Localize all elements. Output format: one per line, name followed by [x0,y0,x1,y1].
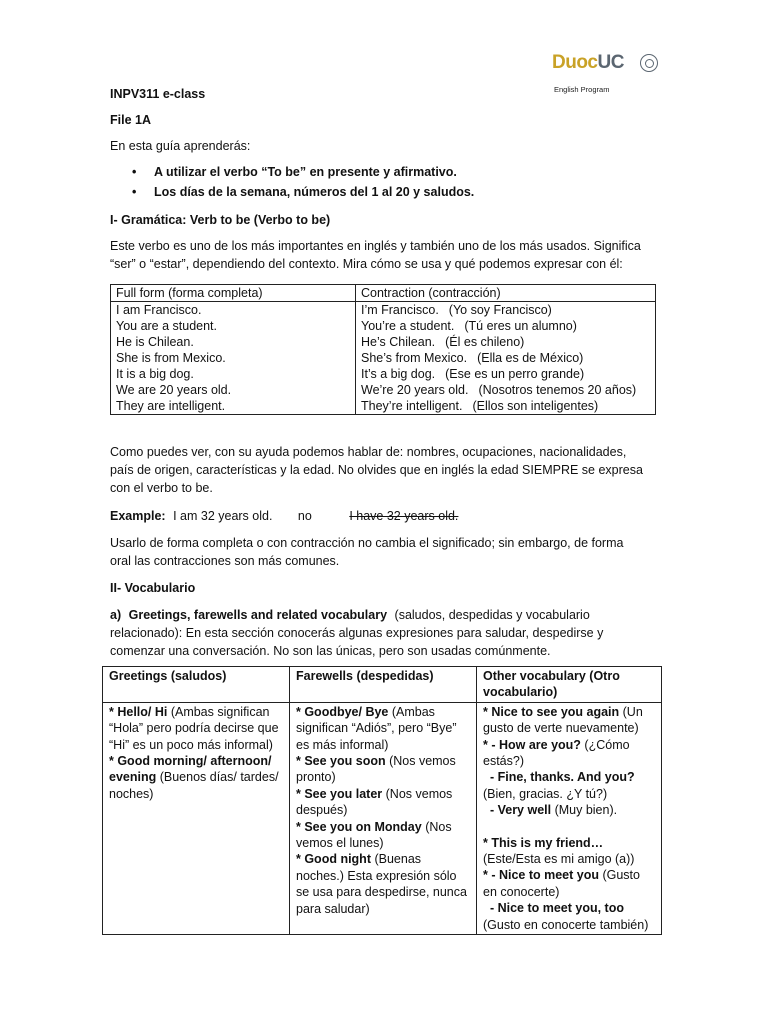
vocab-translation: (Este/Esta es mi amigo (a)) [483,835,635,867]
course-code: INPV311 e-class [110,87,206,101]
vocab-entry [483,769,655,802]
full-form-line: She is from Mexico. [116,351,226,365]
vocab-entry [296,851,470,917]
table-row [103,702,662,934]
vocab-expression: * - Nice to meet you [483,868,599,883]
vocab-translation: (¿Cómo estás?) [483,737,634,769]
column-header-greetings: Greetings (saludos) [103,667,290,703]
full-form-line: He is Chilean. [116,335,194,349]
subsection-title-rest: (saludos, despedidas y vocabulario [394,608,590,622]
section-1-paragraph-3-line: Usarlo de forma completa o con contracción no cambia el significado; sin embargo, de forma [110,536,624,550]
vocab-translation: (Bien, gracias. ¿Y tú?) [483,770,639,801]
other-vocabulary-cell [477,702,662,934]
vocab-entry [109,704,283,753]
section-2-title: II- Vocabulario [110,581,196,595]
goal-item: • Los días de la semana, números del 1 al 20 y saludos. [110,184,474,204]
contraction-line [361,398,650,414]
intro-text: En esta guía aprenderás: [110,139,251,153]
vocab-translation: (Un gusto de verte nuevamente) [483,704,647,736]
full-form-line: It is a big dog. [116,367,194,381]
contraction-text: She’s from Mexico. [361,351,468,365]
logo-subtitle: English Program [554,85,610,94]
verb-to-be-table [110,284,656,415]
goal-item: • A utilizar el verbo “To be” en presente y afirmativo. [110,164,474,184]
vocab-translation: (Muy bien). [551,803,618,818]
vocab-entry [483,704,655,737]
vocab-entry [483,737,655,770]
contraction-text: You’re a student. [361,319,455,333]
greetings-cell [103,702,290,934]
translation-text: (Él es chileno) [445,335,525,349]
contraction-line [361,302,650,318]
subsection-label: a) [110,608,122,622]
translation-text: (Yo soy Francisco) [448,303,552,317]
section-1-paragraph-line: Este verbo es uno de los más importantes en inglés y también uno de los más usados. Significa [110,239,641,253]
vocab-translation: (Nos vemos después) [296,786,456,818]
subsection-a-line [110,607,590,624]
duoc-uc-logo [538,48,686,100]
column-header-contraction: Contraction (contracción) [356,285,656,302]
vocab-entry [483,835,655,868]
column-header-other: Other vocabulary (Otro vocabulario) [477,667,662,703]
section-1-paragraph-2-line: con el verbo to be. [110,481,213,495]
vocab-expression: * - How are you? [483,737,581,752]
contraction-line [361,350,650,366]
contraction-line [361,366,650,382]
full-form-line: They are intelligent. [116,399,226,413]
contraction-line [361,382,650,398]
table-row [111,302,656,415]
seal-icon [640,54,658,72]
vocab-expression: * See you on Monday [296,819,422,834]
contraction-cell [356,302,656,415]
example-label: Example: [110,509,166,523]
example-no: no [297,509,312,523]
example-correct: I am 32 years old. [173,509,273,523]
translation-text: (Ese es un perro grande) [445,367,585,381]
vocab-entry [483,900,655,933]
subsection-a-line: comenzar una conversación. No son las únicas, pero son usadas comúnmente. [110,644,551,658]
vocab-translation: (Ambas significan “Adiós”, pero “Bye” es más informal) [296,704,460,752]
vocab-entry [296,819,470,852]
farewells-cell [290,702,477,934]
contraction-line [361,318,650,334]
vocab-entry [483,802,655,818]
vocab-expression: * Hello/ Hi [109,704,168,719]
vocab-entry [296,753,470,786]
section-1-title: I- Gramática: Verb to be (Verbo to be) [110,213,331,227]
goals-list [110,164,474,204]
vocab-translation: (Nos vemos el lunes) [296,819,456,851]
vocab-expression: * See you later [296,786,383,801]
full-form-cell [111,302,356,415]
vocab-expression: * See you soon [296,754,386,769]
vocab-expression: - Nice to meet you, too [483,901,624,916]
vocab-translation: (Gusto en conocerte también) [483,901,649,932]
table-header-row [111,285,656,302]
vocab-translation: (Ambas significan “Hola” pero podría decirse que “Hi” es un poco más informal) [109,704,283,752]
full-form-line: I am Francisco. [116,303,202,317]
section-1-paragraph-2-line: país de origen, características y la edad. No olvides que en inglés la edad SIEMPRE se expresa [110,463,643,477]
translation-text: (Ellos son inteligentes) [472,399,599,413]
file-title: File 1A [110,113,151,127]
column-header-farewells: Farewells (despedidas) [290,667,477,703]
vocab-entry [296,786,470,819]
vocab-expression: - Fine, thanks. And you? [483,770,635,785]
translation-text: (Tú eres un alumno) [464,319,577,333]
translation-text: (Ella es de México) [477,351,584,365]
translation-text: (Nosotros tenemos 20 años) [478,383,637,397]
full-form-line: We are 20 years old. [116,383,232,397]
logo-wordmark: DuocUC [552,52,624,73]
vocab-expression: * Nice to see you again [483,704,620,719]
section-1-paragraph-line: “ser” o “estar”, dependiendo del contexto. Mira cómo se usa y qué podemos expresar con él: [110,257,623,271]
section-1-paragraph-3-line: oral las contracciones son más comunes. [110,554,340,568]
contraction-line [361,334,650,350]
vocab-translation: (Gusto en conocerte) [483,868,644,899]
vocab-entry [296,704,470,753]
section-1-paragraph-2-line: Como puedes ver, con su ayuda podemos hablar de: nombres, ocupaciones, nacionalidades, [110,445,627,459]
example-line [110,508,458,525]
contraction-text: He’s Chilean. [361,335,436,349]
vocab-expression: * This is my friend… [483,835,604,850]
vocab-expression: * Goodbye/ Bye [296,704,389,719]
vocabulary-table [102,666,662,935]
contraction-text: I’m Francisco. [361,303,439,317]
subsection-a-line: relacionado): En esta sección conocerás algunas expresiones para saludar, despedirse y [110,626,604,640]
example-wrong: I have 32 years old. [349,509,459,523]
contraction-text: They’re intelligent. [361,399,463,413]
subsection-title: Greetings, farewells and related vocabulary [128,608,388,622]
vocab-entry [109,753,283,802]
vocab-expression: * Good morning/ afternoon/ evening [109,754,275,785]
contraction-text: It’s a big dog. [361,367,436,381]
table-header-row [103,667,662,703]
full-form-line: You are a student. [116,319,218,333]
vocab-expression: - Very well [483,803,552,818]
contraction-text: We’re 20 years old. [361,383,469,397]
vocab-translation: (Nos vemos pronto) [296,754,460,785]
column-header-full-form: Full form (forma completa) [111,285,356,302]
vocab-expression: * Good night [296,852,371,867]
vocab-translation: (Buenos días/ tardes/ noches) [109,770,283,801]
vocab-translation: (Buenas noches.) Esta expresión sólo se usa para despedirse, nunca para saludar) [296,852,471,916]
vocab-entry [483,867,655,900]
